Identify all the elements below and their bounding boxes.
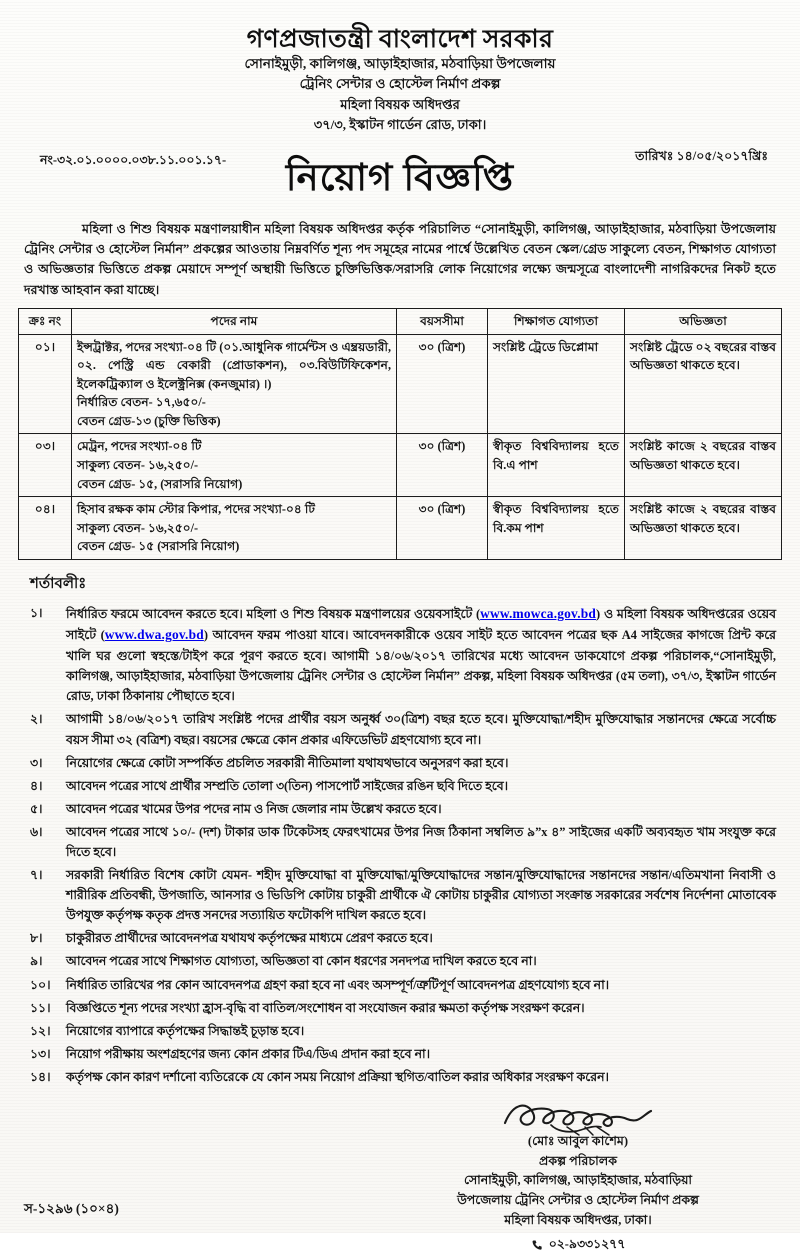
list-item xyxy=(30,1021,776,1041)
footer-print-code: স-১২৯৬ (১০×৪) xyxy=(24,1201,119,1216)
column-header-serial: ক্রঃ নং xyxy=(19,309,72,335)
list-item xyxy=(30,822,776,862)
memo-number: নং-৩২.০১.০০০০.০৩৮.১১.০০১.১৭- xyxy=(40,152,227,167)
signatory-org-line1: সোনাইমুড়ী, কালিগঞ্জ, আড়াইহাজার, মঠবাড়িয়া xyxy=(463,1173,693,1188)
mowca-website-link[interactable]: www.mowca.gov.bd xyxy=(480,605,597,621)
list-item xyxy=(30,709,776,749)
header-subline-department: মহিলা বিষয়ক অধিদপ্তর xyxy=(340,97,460,113)
list-item xyxy=(30,776,776,796)
condition-text: আগামী ১৪/০৬/২০১৭ তারিখ সংশ্লিষ্ট পদের প্রার্থীর বয়স অনুর্ধ্ব ৩০(ত্রিশ) বছর হতে হবে। মুক্তিযোদ্ধা/শহীদ মুক্তিযোদ্ধার সন্তানদের ক্ষেত্রে সর্বোচ্চ বয়স সীমা ৩২ (বত্রিশ) বছর। বয়সের ক্ষেত্রে কোন প্রকার এফিডেভিট গ্রহণযোগ্য হবে না। xyxy=(66,712,776,747)
condition-text: আবেদন পত্রের সাথে প্রার্থীর সম্প্রতি তোলা ৩(তিন) পাসপোর্ট সাইজের রঙিন ছবি দিতে হবে। xyxy=(66,778,509,793)
post-description: মেট্রন, পদের সংখ্যা-০৪ টি xyxy=(77,439,202,454)
item-number: ২। xyxy=(30,712,43,727)
item-number: ১২। xyxy=(30,1023,51,1038)
item-number: ১০। xyxy=(30,977,51,992)
cell-post-name xyxy=(72,434,397,497)
post-grade: বেতন গ্রেড- ১৫ (সরাসরি নিয়োগ) xyxy=(77,539,240,554)
signatory-name: (মোঃ আবুল কাশেম) xyxy=(527,1134,629,1149)
table-row xyxy=(19,497,782,560)
list-item xyxy=(30,753,776,773)
condition-text-part: ) আবেদন ফরম পাওয়া যাবে। আবেদনকারীকে ওয়েব সাইট হতে আবেদন পত্রের ছক A4 সাইজের কাগজে প্রিন্ট করে খালি ঘর গুলো স্বহস্তে/টাইপ করে পূরণ করতে হবে। আগামী ১৪/০৬/২০১৭ তারিখের মধ্যে আবেদন ডাকযোগে প্রকল্প পরিচালক,“সোনাইমুড়ী, কালিগঞ্জ, আড়াইহাজার, মঠবাড়িয়া উপজেলায় ট্রেনিং সেন্টার ও হোস্টেল নির্মান” প্রকল্প, মহিলা বিষয়ক অধিদপ্তর (৫ম তলা), ৩৭/৩, ইস্কাটন গার্ডেন রোড, ঢাকা ঠিকানায় পৌছাতে হবে। xyxy=(66,628,776,704)
cell-education: স্বীকৃত বিশ্ববিদ্যালয় হতে বি.এ পাশ xyxy=(488,434,625,497)
signatory-org-line2: উপজেলায় ট্রেনিং সেন্টার ও হোস্টেল নির্মাণ প্রকল্প xyxy=(457,1193,699,1208)
document-header xyxy=(18,26,782,136)
item-number: ১। xyxy=(30,605,43,620)
handwritten-signature xyxy=(398,1101,758,1135)
cell-serial: ০৪। xyxy=(19,497,72,560)
cell-education: স্বীকৃত বিশ্ববিদ্যালয় হতে বি.কম পাশ xyxy=(488,497,625,560)
list-item xyxy=(30,603,776,707)
condition-text: চাকুরীরত প্রার্থীদের আবেদনপত্র যথাযথ কর্তৃপক্ষের মাধ্যমে প্রেরণ করতে হবে। xyxy=(66,931,433,946)
document-sheet xyxy=(18,14,782,1251)
conditions-list xyxy=(18,603,782,1087)
condition-text: নিয়োগের ক্ষেত্রে কোটা সম্পর্কিত প্রচলিত সরকারী নীতিমালা যথাযথভাবে অনুসরণ করা হবে। xyxy=(66,755,509,770)
header-subline-project: ট্রেনিং সেন্টার ও হোস্টেল নির্মাণ প্রকল্প xyxy=(299,76,501,92)
item-number: ১৩। xyxy=(30,1046,51,1061)
item-number: ৭। xyxy=(30,868,43,883)
item-number: ৪। xyxy=(30,778,43,793)
memo-date: তারিখঃ ১৪/০৫/২০১৭খ্রিঃ xyxy=(635,148,768,163)
table-row xyxy=(19,334,782,434)
intro-paragraph: মহিলা ও শিশু বিষয়ক মন্ত্রণালয়াধীন মহিলা বিষয়ক অধিদপ্তর কর্তৃক পরিচালিত “সোনাইমুড়ী, কালিগঞ্জ, আড়াইহাজার, মঠবাড়িয়া উপজেলায় ট্রেনিং সেন্টার ও হোস্টেল নির্মান” প্রকল্পের আওতায় নিম্নবর্ণিত শূন্য পদ সমূহের নামের পার্শ্বে উল্লেখিত বেতন স্কেল/গ্রেড সাকুল্যে বেতন, শিক্ষাগত যোগ্যতা ও অভিজ্ঞতার ভিত্তিতে প্রকল্প মেয়াদে সম্পূর্ণ অস্থায়ী ভিত্তিতে চুক্তিভিত্তিক/সরাসরি লোক নিয়োগের লক্ষ্যে জন্মসূত্রে বাংলাদেশী নাগরিকদের নিকট হতে দরখাস্ত আহবান করা যাচ্ছে। xyxy=(24,221,776,297)
cell-post-name xyxy=(72,334,397,434)
list-item xyxy=(30,998,776,1018)
condition-text: আবেদন পত্রের সাথে ১০/- (দশ) টাকার ডাক টিকেটসহ ফেরৎখামের উপর নিজ ঠিকানা সম্বলিত ৯”x ৪” সাইজের একটি অব্যবহৃত খাম সংযুক্ত করে দিতে হবে। xyxy=(66,824,776,859)
reference-row xyxy=(18,146,782,172)
list-item xyxy=(30,975,776,995)
cell-post-name xyxy=(72,497,397,560)
condition-text: আবেদন পত্রের খামের উপর পদের নাম ও নিজ জেলার নাম উল্লেখ করতে হবে। xyxy=(66,801,442,816)
government-title: গণপ্রজাতন্ত্রী বাংলাদেশ সরকার xyxy=(246,26,554,53)
list-item xyxy=(30,928,776,948)
header-subline-address: ৩৭/৩, ইস্কাটন গার্ডেন রোড, ঢাকা। xyxy=(313,117,487,133)
table-header-row xyxy=(19,309,782,335)
cell-age-limit: ৩০ (ত্রিশ) xyxy=(397,334,488,434)
column-header-education: শিক্ষাগত যোগ্যতা xyxy=(488,309,625,335)
post-salary: সাকুল্য বেতন- ১৬,২৫০/- xyxy=(77,520,199,535)
signatory-org-line3: মহিলা বিষয়ক অধিদপ্তর, ঢাকা। xyxy=(504,1213,652,1227)
telephone-icon xyxy=(531,1239,544,1252)
post-salary: নির্ধারিত বেতন- ১৭,৬৫০/- xyxy=(77,395,206,410)
post-salary: সাকুল্য বেতন- ১৬,২৫০/- xyxy=(77,458,199,473)
contact-phone-row xyxy=(398,1235,758,1255)
condition-text: নিয়োগের ব্যাপারে কর্তৃপক্ষের সিদ্ধান্তই চূড়ান্ত হবে। xyxy=(66,1023,305,1038)
header-subline-upazila: সোনাইমুড়ী, কালিগঞ্জ, আড়াইহাজার, মঠবাড়িয়া উপজেলায় xyxy=(244,55,556,71)
item-number: ১১। xyxy=(30,1000,51,1015)
cell-age-limit: ৩০ (ত্রিশ) xyxy=(397,434,488,497)
condition-text: আবেদন পত্রের সাথে শিক্ষাগত যোগ্যতা, অভিজ্ঞতা বা কোন ধরণের সনদপত্র দাখিল করতে হবে না। xyxy=(66,954,537,969)
cell-serial: ০১। xyxy=(19,334,72,434)
condition-text-part: ) ও মহিলা বিষয়ক অধিদপ্তরের ওয়েব সাইটে ( xyxy=(66,606,776,643)
item-number: ৬। xyxy=(30,824,43,839)
item-number: ৯। xyxy=(30,954,43,969)
item-number: ৫। xyxy=(30,801,43,816)
dwa-website-link[interactable]: www.dwa.gov.bd xyxy=(104,627,204,643)
column-header-post-name: পদের নাম xyxy=(72,309,397,335)
cell-experience: সংশ্লিষ্ট কাজে ২ বছরের বাস্তব অভিজ্ঞতা থাকতে হবে। xyxy=(625,434,782,497)
conditions-heading: শর্তাবলীঃ xyxy=(30,575,87,592)
column-header-age-limit: বয়সসীমা xyxy=(397,309,488,335)
list-item xyxy=(30,1067,776,1087)
post-description: হিসাব রক্ষক কাম স্টোর কিপার, পদের সংখ্যা-০৪ টি xyxy=(77,502,315,517)
condition-text: কর্তৃপক্ষ কোন কারণ দর্শানো ব্যতিরেকে যে কোন সময় নিয়োগ প্রক্রিয়া স্থগিত/বাতিল করার অধিকার সংরক্ষণ করেন। xyxy=(66,1069,609,1084)
post-description: ইন্সট্রাক্টর, পদের সংখ্যা-০৪ টি (০১.আধুনিক গার্মেন্টস ও এম্ব্রয়ডারী, ০২. পেস্ট্রি এন্ড বেকারী (প্রোডাকশন), ০৩.বিউটিফিকেশন, ইলেকট্রিক্যাল ও ইলেক্ট্রনিক্স (কনজুমার) ।) xyxy=(77,339,391,391)
signatory-role: প্রকল্প পরিচালক xyxy=(538,1154,618,1169)
page-title: নিয়োগ বিজ্ঞপ্তি xyxy=(285,157,515,199)
post-grade: বেতন গ্রেড- ১৫, (সরাসরি নিয়োগ) xyxy=(77,476,243,491)
table-row xyxy=(19,434,782,497)
condition-text: নিয়োগ পরীক্ষায় অংশগ্রহণের জন্য কোন প্রকার টিএ/ডিএ প্রদান করা হবে না। xyxy=(66,1046,431,1061)
list-item xyxy=(30,865,776,925)
cell-age-limit: ৩০ (ত্রিশ) xyxy=(397,497,488,560)
list-item xyxy=(30,799,776,819)
column-header-experience: অভিজ্ঞতা xyxy=(625,309,782,335)
condition-text: নির্ধারিত তারিখের পর কোন আবেদনপত্র গ্রহণ করা হবে না এবং অসম্পূর্ণ/ত্রুটিপূর্ণ আবেদনপত্র গ্রহণযোগ্য হবে না। xyxy=(66,977,610,992)
list-item xyxy=(30,951,776,971)
condition-text: সরকারী নির্ধারিত বিশেষ কোটা যেমন- শহীদ মুক্তিযোদ্ধা বা মুক্তিযোদ্ধা/মুক্তিযোদ্ধাদের সন্তান/মুক্তিযোদ্ধাদের সন্তানদের সন্তান/এতিমখানা নিবাসী ও শারীরিক প্রতিবন্ধী, উপজাতি, আনসার ও ভিডিপি কোটায় চাকুরী প্রার্থীকে ঐ কোটায় চাকুরীর যোগ্যতা সংক্রান্ত সরকারের সর্বশেষ নির্দেশনা মোতাবেক উপযুক্ত কর্তৃপক্ষ কতৃক প্রদত্ত সনদের সত্যায়িত ফটোকপি দাখিল করতে হবে। xyxy=(66,868,776,923)
item-number: ৩। xyxy=(30,755,43,770)
phone-number: ০২-৯৩৩১২৭৭ xyxy=(548,1236,626,1251)
item-number: ১৪। xyxy=(30,1069,51,1084)
list-item xyxy=(30,1044,776,1064)
signature-block xyxy=(398,1101,758,1255)
item-number: ৮। xyxy=(30,931,43,946)
table-body xyxy=(19,334,782,559)
cell-serial: ০৩। xyxy=(19,434,72,497)
cell-experience: সংশ্লিষ্ট ট্রেডে ০২ বছরের বাস্তব অভিজ্ঞতা থাকতে হবে। xyxy=(625,334,782,434)
vacancy-table xyxy=(18,308,782,560)
condition-text-part: নির্ধারিত ফরমে আবেদন করতে হবে। মহিলা ও শিশু বিষয়ক মন্ত্রণালয়ের ওয়েবসাইটে ( xyxy=(66,606,481,621)
cell-education: সংশ্লিষ্ট ট্রেডে ডিপ্লোমা xyxy=(488,334,625,434)
cell-experience: সংশ্লিষ্ট কাজে ২ বছরের বাস্তব অভিজ্ঞতা থাকতে হবে। xyxy=(625,497,782,560)
condition-text: বিজ্ঞপ্তিতে শূন্য পদের সংখ্যা হ্রাস-বৃদ্ধি বা বাতিল/সংশোধন বা সংযোজন করার ক্ষমতা কর্তৃপক্ষ সংরক্ষণ করেন। xyxy=(66,1000,585,1015)
post-grade: বেতন গ্রেড-১৩ (চুক্তি ভিত্তিক) xyxy=(77,413,221,428)
